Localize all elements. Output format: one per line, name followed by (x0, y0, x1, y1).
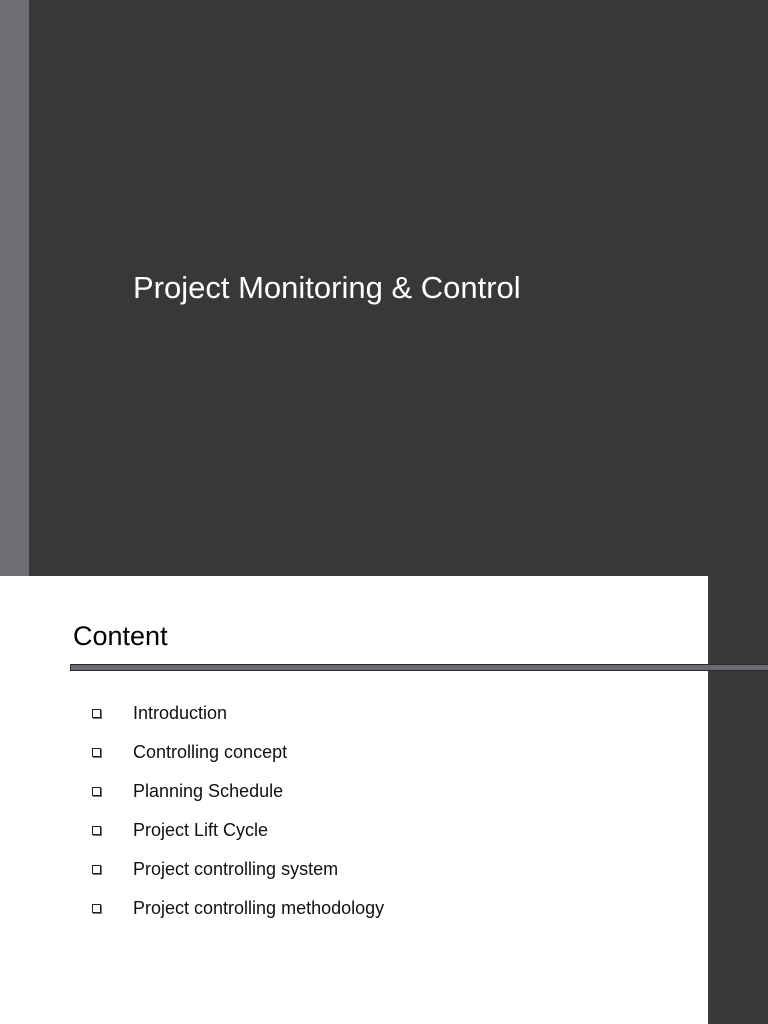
list-item-label: Controlling concept (133, 742, 288, 762)
list-item-label: Introduction (133, 703, 228, 723)
list-item-label: Project controlling system (133, 859, 339, 879)
list-item-label: Project Lift Cycle (133, 820, 269, 840)
hollow-square-bullet-icon (92, 826, 101, 835)
content-bullet-list (92, 694, 672, 928)
list-item (92, 850, 672, 889)
list-item-label: Planning Schedule (133, 781, 284, 801)
right-dark-strip (708, 576, 768, 1024)
hollow-square-bullet-icon (92, 748, 101, 757)
list-item-label: Project controlling methodology (133, 898, 385, 918)
list-item (92, 772, 672, 811)
title-slide-side-bar (0, 0, 29, 576)
list-item (92, 811, 672, 850)
slide-title: Project Monitoring & Control (133, 270, 521, 305)
content-heading: Content (73, 621, 168, 651)
list-item (92, 694, 672, 733)
hollow-square-bullet-icon (92, 904, 101, 913)
hollow-square-bullet-icon (92, 865, 101, 874)
hollow-square-bullet-icon (92, 787, 101, 796)
hollow-square-bullet-icon (92, 709, 101, 718)
list-item (92, 889, 672, 928)
list-item (92, 733, 672, 772)
heading-divider (70, 664, 768, 671)
